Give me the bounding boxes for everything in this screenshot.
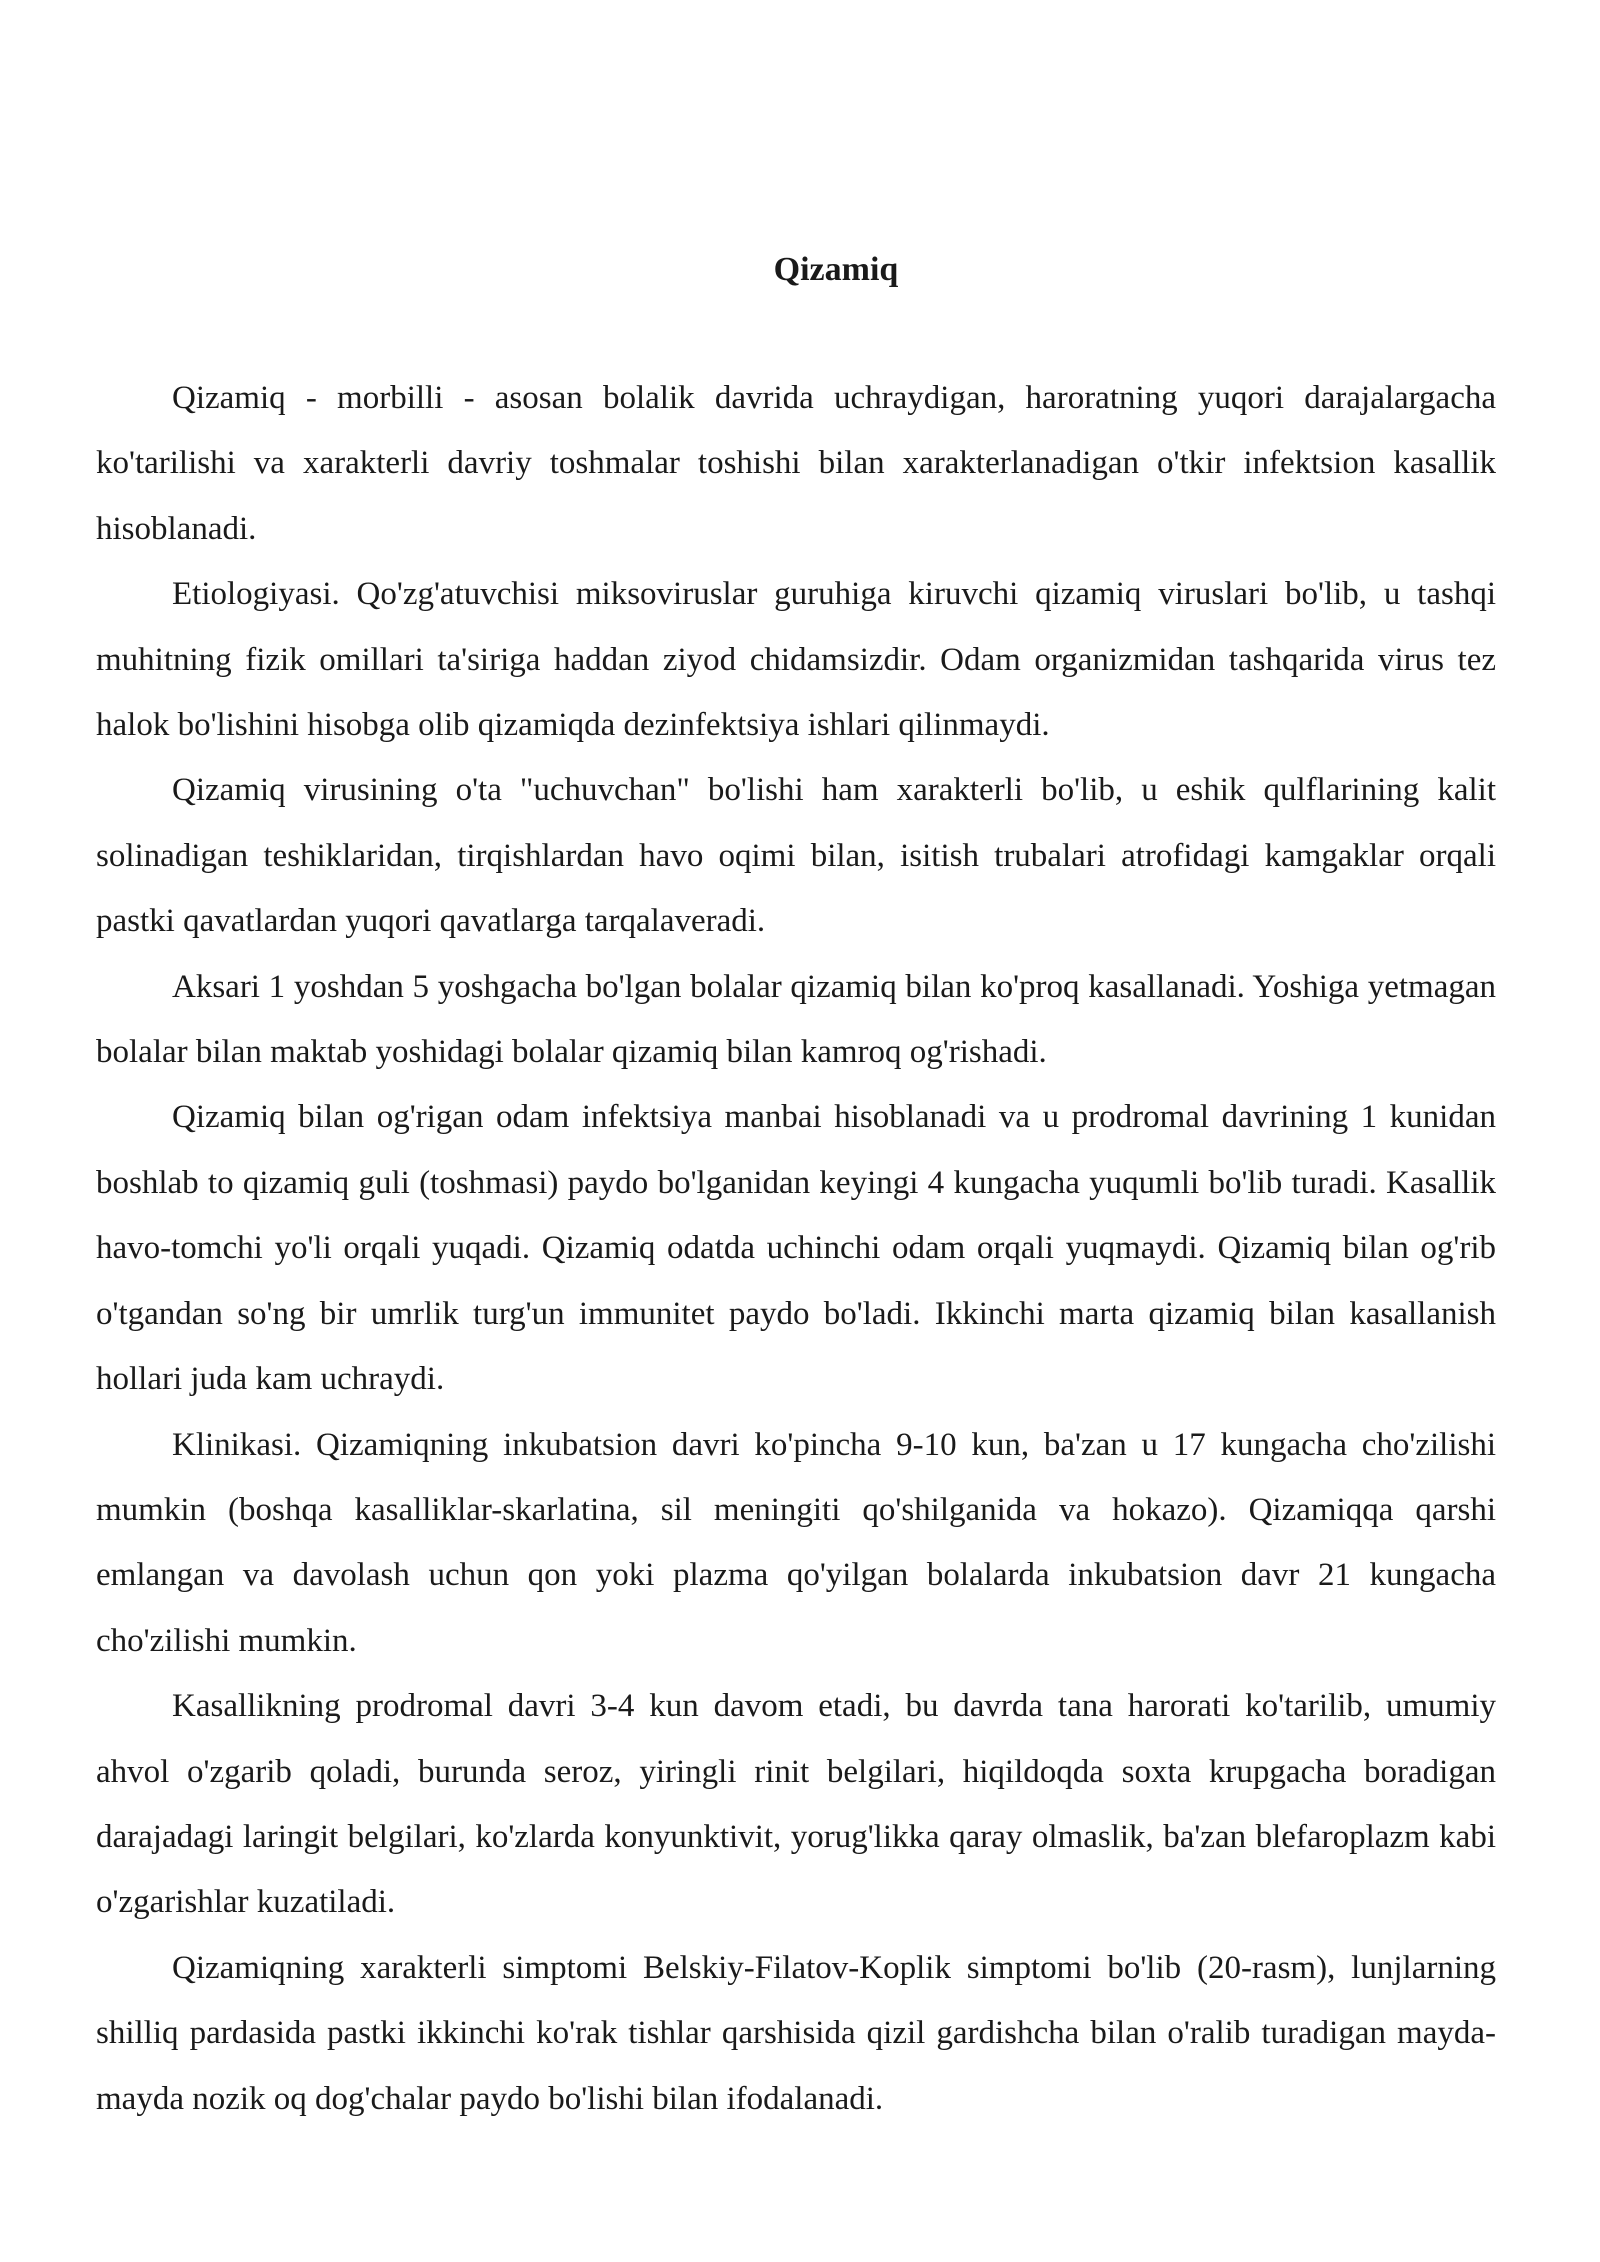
paragraph-clinical: Klinikasi. Qizamiqning inkubatsion davri ko'pincha 9-10 kun, ba'zan u 17 kungacha cho'zilishi mumkin (boshqa kasalliklar-skarlatina, sil meningiti qo'shilganida va hokazo). Qizamiqqa qarshi emlangan va davolash uchun qon yoki plazma qo'yilgan bolalarda inkubatsion davr 21 kungacha cho'zilishi mumkin. [96,1426,1496,1659]
paragraph-prodromal: Kasallikning prodromal davri 3-4 kun davom etadi, bu davrda tana harorati ko'tarilib, umumiy ahvol o'zgarib qoladi, burunda seroz, yiringli rinit belgilari, hiqildoqda soxta krupgacha boradigan darajadagi laringit belgilari, ko'zlarda konyunktivit, yorug'likka qaray olmaslik, ba'zan blefaroplazm kabi o'zgarishlar kuzatiladi. [96,1688,1496,1921]
paragraph-etiology: Etiologiyasi. Qo'zg'atuvchisi miksoviruslar guruhiga kiruvchi qizamiq viruslari bo'lib, u tashqi muhitning fizik omillari ta'siriga haddan ziyod chidamsizdir. Odam organizmidan tashqarida virus tez halok bo'lishini hisobga olib qizamiqda dezinfektsiya ishlari qilinmaydi. [96,576,1496,744]
paragraph-intro: Qizamiq - morbilli - asosan bolalik davrida uchraydigan, haroratning yuqori darajalargacha ko'tarilishi va xarakterli davriy toshmalar toshishi bilan xarakterlanadigan o'tkir infektsion kasallik hisoblanadi. [96,380,1496,547]
paragraph-virus-spread: Qizamiq virusining o'ta "uchuvchan" bo'lishi ham xarakterli bo'lib, u eshik qulflarining kalit solinadigan teshiklaridan, tirqishlardan havo oqimi bilan, isitish trubalari atrofidagi kamgaklar orqali pastki qavatlardan yuqori qavatlarga tarqalaveradi. [96,772,1496,940]
paragraph-infection-source: Qizamiq bilan og'rigan odam infektsiya manbai hisoblanadi va u prodromal davrining 1 kunidan boshlab to qizamiq guli (toshmasi) paydo bo'lganidan keyingi 4 kungacha yuqumli bo'lib turadi. Kasallik havo-tomchi yo'li orqali yuqadi. Qizamiq odatda uchinchi odam orqali yuqmaydi. Qizamiq bilan og'rib o'tgandan so'ng bir umrlik turg'un immunitet paydo bo'ladi. Ikkinchi marta qizamiq bilan kasallanish hollari juda kam uchraydi. [96,1099,1496,1398]
paragraph-koplik-symptom: Qizamiqning xarakterli simptomi Belskiy-Filatov-Koplik simptomi bo'lib (20-rasm), lunjlarning shilliq pardasida pastki ikkinchi ko'rak tishlar qarshisida qizil gardishcha bilan o'ralib turadigan mayda-mayda nozik oq dog'chalar paydo bo'lishi bilan ifodalanadi. [96,1949,1496,2117]
paragraph-age-groups: Aksari 1 yoshdan 5 yoshgacha bo'lgan bolalar qizamiq bilan ko'proq kasallanadi. Yoshiga yetmagan bolalar bilan maktab yoshidagi bolalar qizamiq bilan kamroq og'rishadi. [96,968,1496,1071]
document-body [96,366,1496,2132]
document-title: Qizamiq [773,251,899,288]
